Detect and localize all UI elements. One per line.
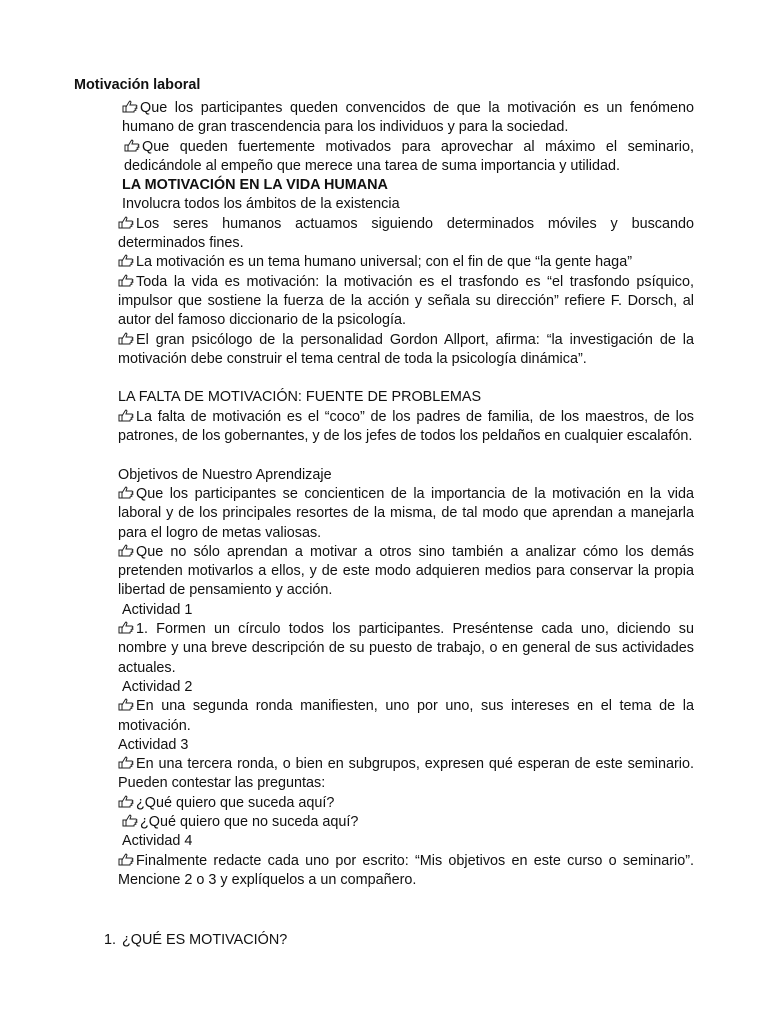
document-title: Motivación laboral: [74, 77, 201, 93]
numbered-heading: [104, 931, 287, 950]
hand-pointing-icon: [118, 544, 134, 557]
paragraph-bullet: Que los participantes se concienticen de la importancia de la motivación en la vida laboral y de los principales resortes de la misma, de tal modo que aprendan a manejarla para el logro de metas valiosas.: [118, 485, 694, 541]
document-body: [118, 99, 694, 890]
hand-pointing-icon: [118, 409, 134, 422]
paragraph-bullet: Que queden fuertemente motivados para aprovechar al máximo el seminario, dedicándole al empeño que merece una tarea de suma importancia y utilidad.: [124, 138, 694, 174]
hand-pointing-icon: [118, 795, 134, 808]
paragraph-bullet: Los seres humanos actuamos siguiendo determinados móviles y buscando determinados fines.: [118, 215, 694, 252]
paragraph-bullet: Toda la vida es motivación: la motivación es el trasfondo es “el trasfondo psíquico, impulsor que sostiene la fuerza de la acción y señala su dirección” refiere F. Dorsch, al autor del famoso diccionario de la psicología.: [118, 273, 694, 329]
activity-label: Actividad 2: [122, 678, 193, 695]
blank-line: [118, 369, 694, 388]
hand-pointing-icon: [118, 332, 134, 345]
paragraph-bullet: En una tercera ronda, o bien en subgrupos, expresen qué esperan de este seminario. Pueden contestar las preguntas:: [118, 756, 694, 792]
paragraph-bullet: El gran psicólogo de la personalidad Gordon Allport, afirma: “la investigación de la motivación debe construir el tema central de toda la psicología dinámica”.: [118, 331, 694, 367]
hand-pointing-icon: [118, 698, 134, 711]
paragraph-bullet: Que los participantes queden convencidos de que la motivación es un fenómeno humano de gran trascendencia para los individuos y para la sociedad.: [122, 100, 694, 136]
paragraph-bullet: En una segunda ronda manifiesten, uno por uno, sus intereses en el tema de la motivación.: [118, 698, 694, 734]
activity-label: Actividad 1: [122, 601, 193, 618]
list-number: 1.: [104, 932, 117, 948]
section-heading: LA FALTA DE MOTIVACIÓN: FUENTE DE PROBLEMAS: [118, 389, 482, 406]
activity-label: Actividad 4: [122, 833, 193, 850]
hand-pointing-icon: [122, 814, 138, 827]
question-bullet: ¿Qué quiero que suceda aquí?: [118, 794, 694, 813]
hand-pointing-icon: [118, 853, 134, 866]
hand-pointing-icon: [118, 486, 134, 499]
numbered-heading-text: ¿QUÉ ES MOTIVACIÓN?: [122, 932, 288, 948]
section-subtitle: Involucra todos los ámbitos de la existencia: [122, 196, 400, 213]
paragraph-bullet: La motivación es un tema humano universal; con el fin de que “la gente haga”: [118, 253, 694, 272]
paragraph-bullet: Finalmente redacte cada uno por escrito: “Mis objetivos en este curso o seminario”. Mencione 2 o 3 y explíquelos a un compañero.: [118, 852, 694, 888]
hand-pointing-icon: [122, 100, 138, 113]
paragraph-bullet: La falta de motivación es el “coco” de los padres de familia, de los maestros, de los patrones, de los gobernantes, y de los jefes de todos los peldaños en cualquier escalafón.: [118, 408, 694, 445]
hand-pointing-icon: [118, 274, 134, 287]
hand-pointing-icon: [118, 216, 134, 229]
paragraph-bullet: 1. Formen un círculo todos los participantes. Preséntense cada uno, diciendo su nombre y una breve descripción de su puesto de trabajo, o en general de sus actividades actuales.: [118, 621, 694, 676]
section-heading: Objetivos de Nuestro Aprendizaje: [118, 466, 332, 483]
hand-pointing-icon: [118, 756, 134, 769]
hand-pointing-icon: [124, 139, 140, 152]
hand-pointing-icon: [118, 621, 134, 634]
question-bullet: ¿Qué quiero que no suceda aquí?: [118, 813, 694, 832]
paragraph-bullet: Que no sólo aprendan a motivar a otros sino también a analizar cómo los demás pretenden motivarlos a ellos, y de este modo adquieren medios para conservar la propia libertad de pensamiento y acción.: [118, 543, 694, 599]
hand-pointing-icon: [118, 254, 134, 267]
activity-label: Actividad 3: [118, 736, 189, 753]
section-heading: LA MOTIVACIÓN EN LA VIDA HUMANA: [122, 177, 388, 194]
blank-line: [118, 446, 694, 465]
